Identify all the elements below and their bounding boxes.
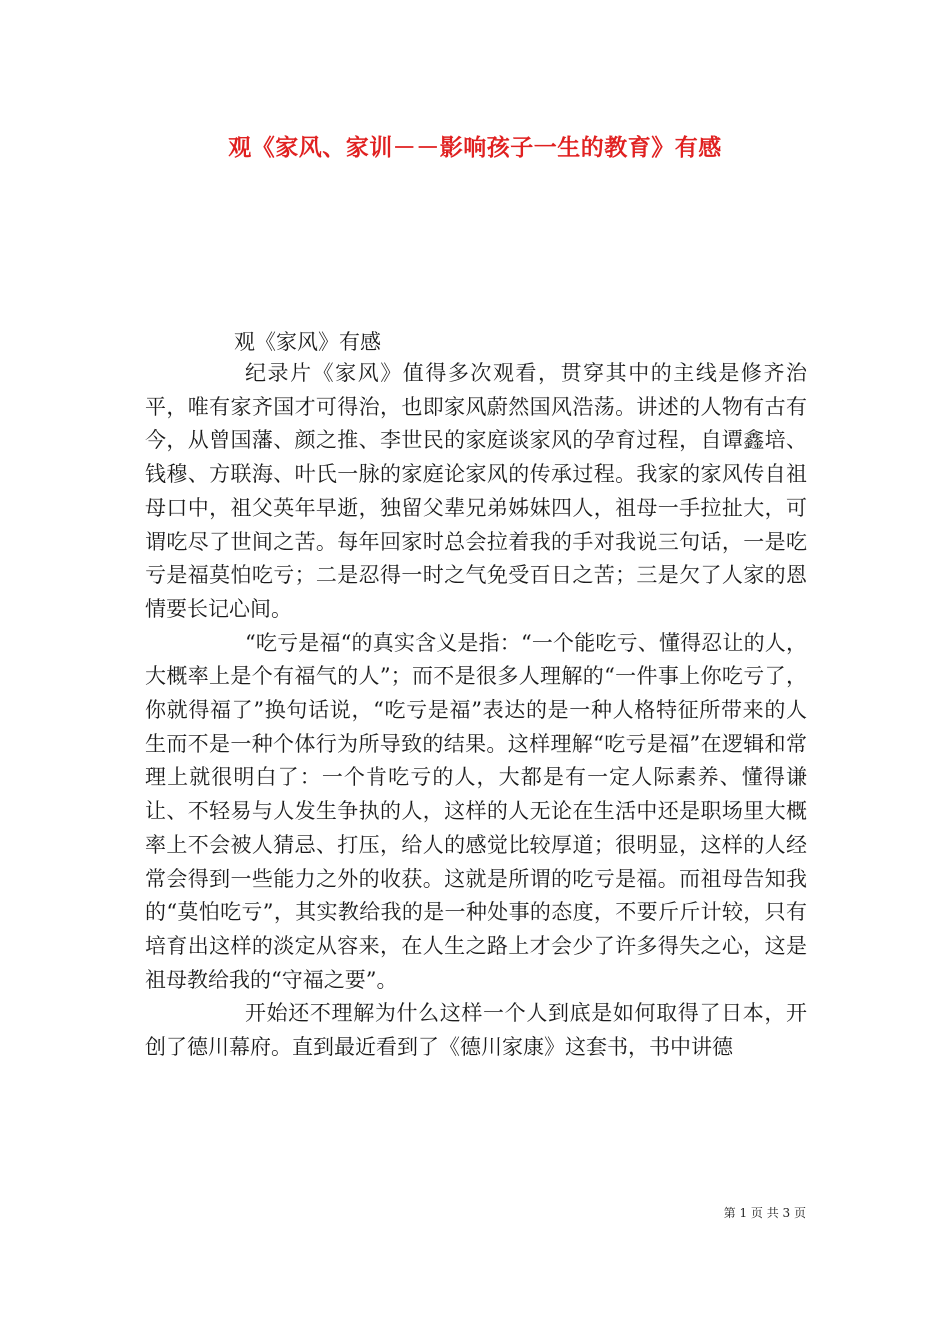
paragraph: 开始还不理解为什么这样一个人到底是如何取得了日本，开创了德川幕府。直到最近看到了《德川家康》这套书，书中讲德 <box>145 1001 807 1060</box>
page-number-footer: 第 1 页 共 3 页 <box>723 1206 806 1220</box>
section-heading: 观《家风》有感 <box>234 330 381 354</box>
paragraph: “吃亏是福“的真实含义是指：“一个能吃亏、懂得忍让的人，大概率上是个有福气的人”；而不是很多人理解的“一件事上你吃亏了，你就得福了”换句话说，“吃亏是福”表达的是一种人格特征所带来的人生而不是一种个体行为所导致的结果。这样理解“吃亏是福”在逻辑和常理上就很明白了：一个肯吃亏的人，大都是有一定人际素养、懂得谦让、不轻易与人发生争执的人，这样的人无论在生活中还是职场里大概率上不会被人猜忌、打压，给人的感觉比较厚道；很明显，这样的人经常会得到一些能力之外的收获。这就是所谓的吃亏是福。而祖母告知我的“莫怕吃亏”，其实教给我的是一种处事的态度，不要斤斤计较，只有培育出这样的淡定从容来，在人生之路上才会少了许多得失之心，这是祖母教给我的“守福之要”。 <box>145 630 807 992</box>
paragraph: 纪录片《家风》值得多次观看，贯穿其中的主线是修齐治平，唯有家齐国才可得治，也即家风蔚然国风浩荡。讲述的人物有古有今，从曾国藩、颜之推、李世民的家庭谈家风的孕育过程，自谭鑫培、钱穆、方联海、叶氏一脉的家庭论家风的传承过程。我家的家风传自祖母口中，祖父英年早逝，独留父辈兄弟姊妹四人，祖母一手拉扯大，可谓吃尽了世间之苦。每年回家时总会拉着我的手对我说三句话，一是吃亏是福莫怕吃亏；二是忍得一时之气免受百日之苦；三是欠了人家的恩情要长记心间。 <box>145 361 807 621</box>
document-body <box>145 357 807 1065</box>
document-title: 观《家风、家训－－影响孩子一生的教育》有感 <box>228 134 722 161</box>
